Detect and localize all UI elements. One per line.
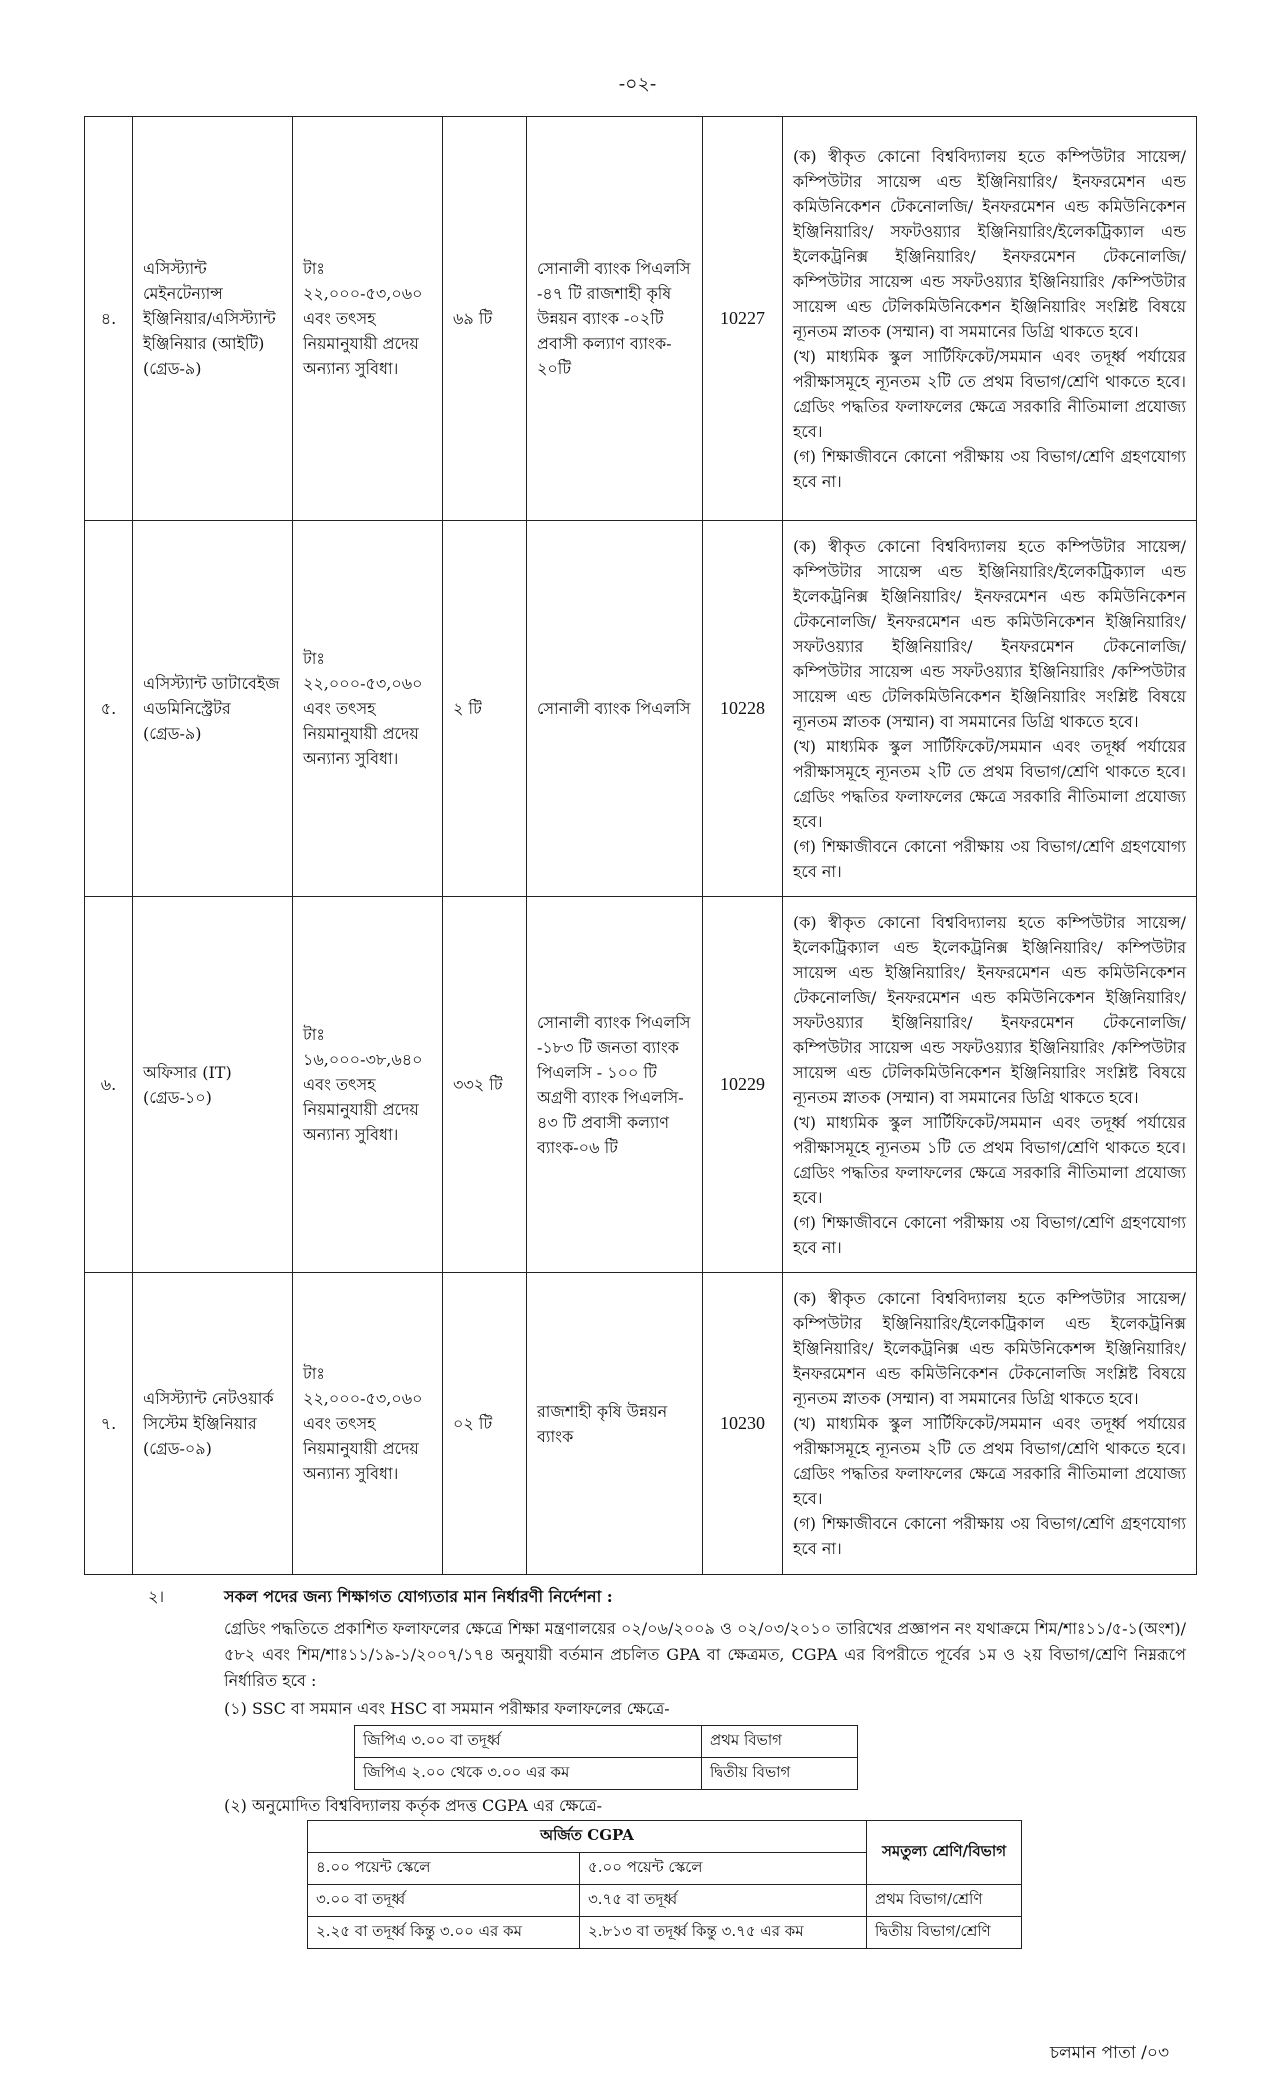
scale-4-header: ৪.০০ পয়েন্ট স্কেলে — [308, 1853, 580, 1885]
qualification-a: (ক) স্বীকৃত কোনো বিশ্ববিদ্যালয় হতে কম্পিউটার সায়েন্স/ কম্পিউটার সায়েন্স এন্ড ইঞ্জিনিয়ারিং/ইলেকট্রিক্যাল এন্ড ইলেকট্রনিক্স ইঞ্জিনিয়ারিং/ ইনফরমেশন এন্ড কমিউনিকেশন টেকনোলজি/ ইনফরমেশন এন্ড কমিউনিকেশন ইঞ্জিনিয়ারিং/ সফটওয়্যার ইঞ্জিনিয়ারিং/ ইনফরমেশন টেকনোলজি/ কম্পিউটার সায়েন্স এন্ড সফটওয়্যার ইঞ্জিনিয়ারিং /কম্পিউটার সায়েন্স এন্ড টেলিকমিউনিকেশন ইঞ্জিনিয়ারিং সংশ্লিষ্ট বিষয়ে ন্যূনতম স্নাতক (সম্মান) বা সমমানের ডিগ্রি থাকতে হবে। — [793, 536, 1186, 731]
serial-cell: ৬. — [85, 897, 133, 1273]
division-cell: প্রথম বিভাগ — [702, 1726, 858, 1758]
cgpa-label: (২) অনুমোদিত বিশ্ববিদ্যালয় কর্তৃক প্রদত্ত CGPA এর ক্ষেত্রে- — [224, 1796, 603, 1815]
post-name-cell: অফিসার (IT) (গ্রেড-১০) — [133, 897, 293, 1273]
cgpa-header: অর্জিত CGPA — [308, 1821, 867, 1853]
section-2-paragraph: গ্রেডিং পদ্ধতিতে প্রকাশিত ফলাফলের ক্ষেত্রে শিক্ষা মন্ত্রণালয়ের ০২/০৬/২০০৯ ও ০২/০৩/২০১০ তারিখের প্রজ্ঞাপন নং যথাক্রমে শিম/শাঃ১১/৫-১(অংশ)/৫৮২ এবং শিম/শাঃ১১/১৯-১/২০০৭/১৭৪ অনুযায়ী বর্তমান প্রচলিত GPA বা ক্ষেত্রমত, CGPA এর বিপরীতে পূর্বের ১ম ও ২য় বিভাগ/শ্রেণি নিম্নরূপে নির্ধারিত হবে : — [224, 1619, 1186, 1690]
qualification-c: (গ) শিক্ষাজীবনে কোনো পরীক্ষায় ৩য় বিভাগ/শ্রেণি গ্রহণযোগ্য হবে না। — [793, 446, 1186, 491]
qualification-cell — [783, 117, 1197, 521]
division-cell: দ্বিতীয় বিভাগ — [702, 1758, 858, 1790]
gpa-range-cell: জিপিএ ৩.০০ বা তদূর্ধ্ব — [355, 1726, 702, 1758]
scale-5-header: ৫.০০ পয়েন্ট স্কেলে — [580, 1853, 867, 1885]
qualification-a: (ক) স্বীকৃত কোনো বিশ্ববিদ্যালয় হতে কম্পিউটার সায়েন্স/ইলেকট্রিক্যাল এন্ড ইলেকট্রনিক্স ইঞ্জিনিয়ারিং/ কম্পিউটার সায়েন্স এন্ড ইঞ্জিনিয়ারিং/ ইনফরমেশন এন্ড কমিউনিকেশন টেকনোলজি/ ইনফরমেশন এন্ড কমিউনিকেশন ইঞ্জিনিয়ারিং/ সফটওয়্যার ইঞ্জিনিয়ারিং/ ইনফরমেশন টেকনোলজি/ কম্পিউটার সায়েন্স এন্ড সফটওয়্যার ইঞ্জিনিয়ারিং /কম্পিউটার সায়েন্স এন্ড টেলিকমিউনিকেশন ইঞ্জিনিয়ারিং সংশ্লিষ্ট বিষয়ে ন্যূনতম স্নাতক (সম্মান) বা সমমানের ডিগ্রি থাকতে হবে। — [793, 912, 1186, 1107]
qualification-c: (গ) শিক্ষাজীবনে কোনো পরীক্ষায় ৩য় বিভাগ/শ্রেণি গ্রহণযোগ্য হবে না। — [793, 836, 1186, 881]
page-number: -০২- — [618, 73, 657, 95]
cgpa-table — [307, 1820, 1022, 1949]
qualification-cell — [783, 1273, 1197, 1575]
table-row — [85, 1273, 1197, 1575]
table-row — [85, 897, 1197, 1273]
qualification-c: (গ) শিক্ষাজীবনে কোনো পরীক্ষায় ৩য় বিভাগ/শ্রেণি গ্রহণযোগ্য হবে না। — [793, 1514, 1186, 1558]
cgpa-5-cell: ৩.৭৫ বা তদূর্ধ্ব — [580, 1885, 867, 1917]
section-number: ২। — [148, 1587, 165, 1606]
continued-page-note: চলমান পাতা /০৩ — [1049, 2043, 1169, 2063]
table-row — [355, 1758, 858, 1790]
table-row — [308, 1917, 1022, 1949]
cgpa-4-cell: ২.২৫ বা তদূর্ধ্ব কিন্তু ৩.০০ এর কম — [308, 1917, 580, 1949]
post-count-cell: ০২ টি — [443, 1273, 527, 1575]
table-row — [308, 1885, 1022, 1917]
post-name-cell: এসিস্ট্যান্ট ডাটাবেইজ এডমিনিস্ট্রেটর (গ্রেড-৯) — [133, 521, 293, 897]
posts-table — [84, 116, 1197, 1575]
post-code-cell: 10228 — [703, 521, 783, 897]
qualification-b: (খ) মাধ্যমিক স্কুল সার্টিফিকেট/সমমান এবং তদূর্ধ্ব পর্যায়ের পরীক্ষাসমূহে ন্যূনতম ১টি তে প্রথম বিভাগ/শ্রেণি থাকতে হবে। গ্রেডিং পদ্ধতির ফলাফলের ক্ষেত্রে সরকারি নীতিমালা প্রযোজ্য হবে। — [793, 1112, 1186, 1207]
post-count-cell: ২ টি — [443, 521, 527, 897]
post-code-cell: 10227 — [703, 117, 783, 521]
cgpa-4-cell: ৩.০০ বা তদূর্ধ্ব — [308, 1885, 580, 1917]
serial-cell: ৪. — [85, 117, 133, 521]
qualification-cell — [783, 897, 1197, 1273]
salary-cell: টাঃ ২২,০০০-৫৩,০৬০ এবং তৎসহ নিয়মানুযায়ী প্রদেয় অন্যান্য সুবিধা। — [293, 1273, 443, 1575]
qualification-a: (ক) স্বীকৃত কোনো বিশ্ববিদ্যালয় হতে কম্পিউটার সায়েন্স/ কম্পিউটার ইঞ্জিনিয়ারিং/ইলেকট্রিকাল এন্ড ইলেকট্রনিক্স ইঞ্জিনিয়ারিং/ ইলেকট্রনিক্স এন্ড কমিউনিকেশন্স ইঞ্জিনিয়ারিং/ইনফরমেশন এন্ড কমিউনিকেশন টেকনোলজি সংশ্লিষ্ট বিষয়ে ন্যূনতম স্নাতক (সম্মান) বা সমমানের ডিগ্রি থাকতে হবে। — [793, 1289, 1186, 1408]
qualification-c: (গ) শিক্ষাজীবনে কোনো পরীক্ষায় ৩য় বিভাগ/শ্রেণি গ্রহণযোগ্য হবে না। — [793, 1212, 1186, 1257]
post-count-cell: ৬৯ টি — [443, 117, 527, 521]
qualification-b: (খ) মাধ্যমিক স্কুল সার্টিফিকেট/সমমান এবং তদূর্ধ্ব পর্যায়ের পরীক্ষাসমূহে ন্যূনতম ২টি তে প্রথম বিভাগ/শ্রেণি থাকতে হবে। গ্রেডিং পদ্ধতির ফলাফলের ক্ষেত্রে সরকারি নীতিমালা প্রযোজ্য হবে। — [793, 346, 1186, 441]
salary-cell: টাঃ ২২,০০০-৫৩,০৬০ এবং তৎসহ নিয়মানুযায়ী প্রদেয় অন্যান্য সুবিধা। — [293, 117, 443, 521]
cgpa-5-cell: ২.৮১৩ বা তদূর্ধ্ব কিন্তু ৩.৭৫ এর কম — [580, 1917, 867, 1949]
post-name-cell: এসিস্ট্যান্ট মেইনটেন্যান্স ইঞ্জিনিয়ার/এসিস্ট্যান্ট ইঞ্জিনিয়ার (আইটি) (গ্রেড-৯) — [133, 117, 293, 521]
banks-cell: সোনালী ব্যাংক পিএলসি -১৮৩ টি জনতা ব্যাংক পিএলসি - ১০০ টি অগ্রণী ব্যাংক পিএলসি- ৪৩ টি প্রবাসী কল্যাণ ব্যাংক-০৬ টি — [527, 897, 703, 1273]
post-code-cell: 10229 — [703, 897, 783, 1273]
equivalent-cell: দ্বিতীয় বিভাগ/শ্রেণি — [867, 1917, 1022, 1949]
banks-cell: রাজশাহী কৃষি উন্নয়ন ব্যাংক — [527, 1273, 703, 1575]
qualification-b: (খ) মাধ্যমিক স্কুল সার্টিফিকেট/সমমান এবং তদূর্ধ্ব পর্যায়ের পরীক্ষাসমূহে ন্যূনতম ২টি তে প্রথম বিভাগ/শ্রেণি থাকতে হবে। গ্রেডিং পদ্ধতির ফলাফলের ক্ষেত্রে সরকারি নীতিমালা প্রযোজ্য হবে। — [793, 736, 1186, 831]
gpa-table — [354, 1725, 858, 1790]
section-title: সকল পদের জন্য শিক্ষাগত যোগ্যতার মান নির্ধারণী নির্দেশনা : — [224, 1587, 613, 1606]
serial-cell: ৭. — [85, 1273, 133, 1575]
salary-cell: টাঃ ২২,০০০-৫৩,০৬০ এবং তৎসহ নিয়মানুযায়ী প্রদেয় অন্যান্য সুবিধা। — [293, 521, 443, 897]
qualification-a: (ক) স্বীকৃত কোনো বিশ্ববিদ্যালয় হতে কম্পিউটার সায়েন্স/ কম্পিউটার সায়েন্স এন্ড ইঞ্জিনিয়ারিং/ ইনফরমেশন এন্ড কমিউনিকেশন টেকনোলজি/ ইনফরমেশন এন্ড কমিউনিকেশন ইঞ্জিনিয়ারিং/ সফটওয়্যার ইঞ্জিনিয়ারিং/ইলেকট্রিক্যাল এন্ড ইলেকট্রনিক্স ইঞ্জিনিয়ারিং/ ইনফরমেশন টেকনোলজি/কম্পিউটার সায়েন্স এন্ড সফটওয়্যার ইঞ্জিনিয়ারিং /কম্পিউটার সায়েন্স এন্ড টেলিকমিউনিকেশন ইঞ্জিনিয়ারিং সংশ্লিষ্ট বিষয়ে ন্যূনতম স্নাতক (সম্মান) বা সমমানের ডিগ্রি থাকতে হবে। — [793, 146, 1186, 341]
qualification-cell — [783, 521, 1197, 897]
gpa-range-cell: জিপিএ ২.০০ থেকে ৩.০০ এর কম — [355, 1758, 702, 1790]
equivalent-cell: প্রথম বিভাগ/শ্রেণি — [867, 1885, 1022, 1917]
ssc-hsc-label: (১) SSC বা সমমান এবং HSC বা সমমান পরীক্ষার ফলাফলের ক্ষেত্রে- — [224, 1699, 670, 1718]
table-row — [85, 521, 1197, 897]
post-count-cell: ৩৩২ টি — [443, 897, 527, 1273]
serial-cell: ৫. — [85, 521, 133, 897]
table-header-row — [308, 1821, 1022, 1853]
salary-cell: টাঃ ১৬,০০০-৩৮,৬৪০ এবং তৎসহ নিয়মানুযায়ী প্রদেয় অন্যান্য সুবিধা। — [293, 897, 443, 1273]
table-row — [355, 1726, 858, 1758]
banks-cell: সোনালী ব্যাংক পিএলসি -৪৭ টি রাজশাহী কৃষি উন্নয়ন ব্যাংক -০২টি প্রবাসী কল্যাণ ব্যাংক- ২০টি — [527, 117, 703, 521]
post-code-cell: 10230 — [703, 1273, 783, 1575]
qualification-b: (খ) মাধ্যমিক স্কুল সার্টিফিকেট/সমমান এবং তদূর্ধ্ব পর্যায়ের পরীক্ষাসমূহে ন্যূনতম ২টি তে প্রথম বিভাগ/শ্রেণি থাকতে হবে। গ্রেডিং পদ্ধতির ফলাফলের ক্ষেত্রে সরকারি নীতিমালা প্রযোজ্য হবে। — [793, 1414, 1186, 1508]
equivalent-header: সমতুল্য শ্রেণি/বিভাগ — [867, 1821, 1022, 1885]
table-row — [85, 117, 1197, 521]
post-name-cell: এসিস্ট্যান্ট নেটওয়ার্ক সিস্টেম ইঞ্জিনিয়ার (গ্রেড-০৯) — [133, 1273, 293, 1575]
banks-cell: সোনালী ব্যাংক পিএলসি — [527, 521, 703, 897]
